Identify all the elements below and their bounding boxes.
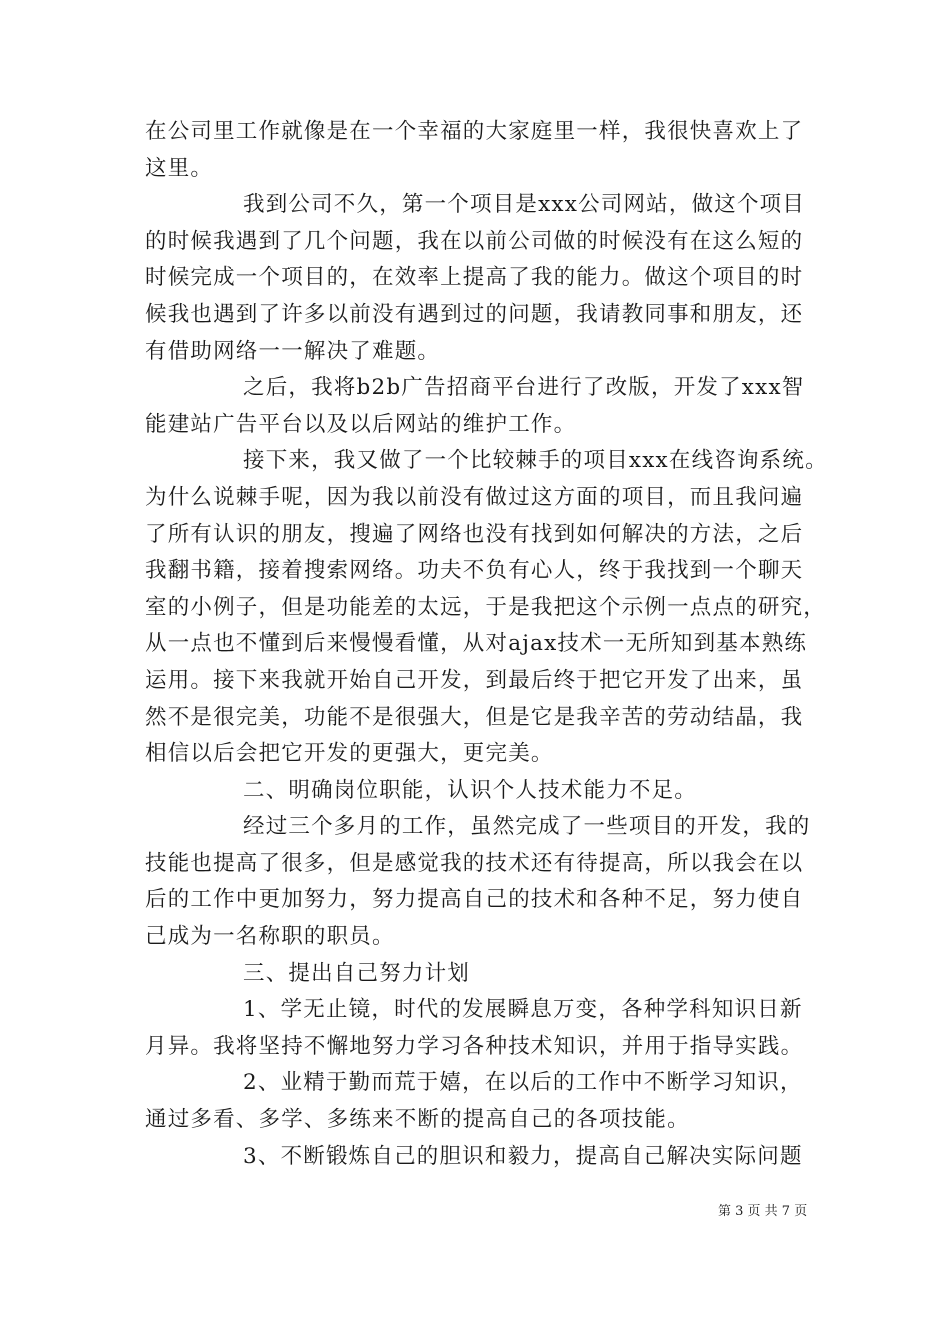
text-line: 运用。接下来我就开始自己开发，到最后终于把它开发了出来，虽 [145,667,804,693]
text-line: 技能也提高了很多，但是感觉我的技术还有待提高，所以我会在以 [145,850,804,876]
section-heading: 二、明确岗位职能，认识个人技术能力不足。 [243,777,698,803]
text-line: 3、不断锻炼自己的胆识和毅力，提高自己解决实际问题 [243,1143,803,1169]
text-line: 候我也遇到了许多以前没有遇到过的问题，我请教同事和朋友，还 [145,301,804,327]
text-line: 之后，我将b2b广告招商平台进行了改版，开发了xxx智 [243,375,805,401]
text-line: 在公司里工作就像是在一个幸福的大家庭里一样，我很快喜欢上了 [145,119,804,144]
text-line: 1、学无止镜，时代的发展瞬息万变，各种学科知识日新 [243,997,803,1023]
text-line: 然不是很完美，功能不是很强大，但是它是我辛苦的劳动结晶，我 [145,704,804,730]
text-line: 时候完成一个项目的，在效率上提高了我的能力。做这个项目的时 [145,265,804,291]
document-body [145,114,828,1175]
text-line: 有借助网络一一解决了难题。 [145,338,441,364]
text-line: 月异。我将坚持不懈地努力学习各种技术知识，并用于指导实践。 [145,1033,804,1059]
text-line: 这里。 [145,155,214,181]
text-line: 2、业精于勤而荒于嬉，在以后的工作中不断学习知识， [243,1070,803,1096]
section-heading: 三、提出自己努力计划 [243,960,471,986]
text-line: 我翻书籍，接着搜索网络。功夫不负有心人，终于我找到一个聊天 [145,558,804,584]
text-line: 为什么说棘手呢，因为我以前没有做过这方面的项目，而且我问遍 [145,484,804,510]
text-line: 了所有认识的朋友，搜遍了网络也没有找到如何解决的方法，之后 [145,521,804,547]
text-line: 经过三个多月的工作，虽然完成了一些项目的开发，我的 [243,814,811,840]
text-line: 通过多看、多学、多练来不断的提高自己的各项技能。 [145,1107,690,1133]
text-line: 相信以后会把它开发的更强大，更完美。 [145,741,554,767]
text-line: 能建站广告平台以及以后网站的维护工作。 [145,411,577,437]
text-line: 己成为一名称职的职员。 [145,924,395,950]
text-line: 的时候我遇到了几个问题，我在以前公司做的时候没有在这么短的 [145,228,804,254]
text-line: 我到公司不久，第一个项目是xxx公司网站，做这个项目 [243,192,806,218]
text-line: 接下来，我又做了一个比较棘手的项目xxx在线咨询系统。 [243,448,828,474]
text-line: 从一点也不懂到后来慢慢看懂，从对ajax技术一无所知到基本熟练 [145,631,808,657]
text-line: 室的小例子，但是功能差的太远，于是我把这个示例一点点的研究， [145,594,827,620]
page-number-footer: 第 3 页 共 7 页 [718,1204,808,1219]
text-line: 后的工作中更加努力，努力提高自己的技术和各种不足，努力使自 [145,887,804,913]
